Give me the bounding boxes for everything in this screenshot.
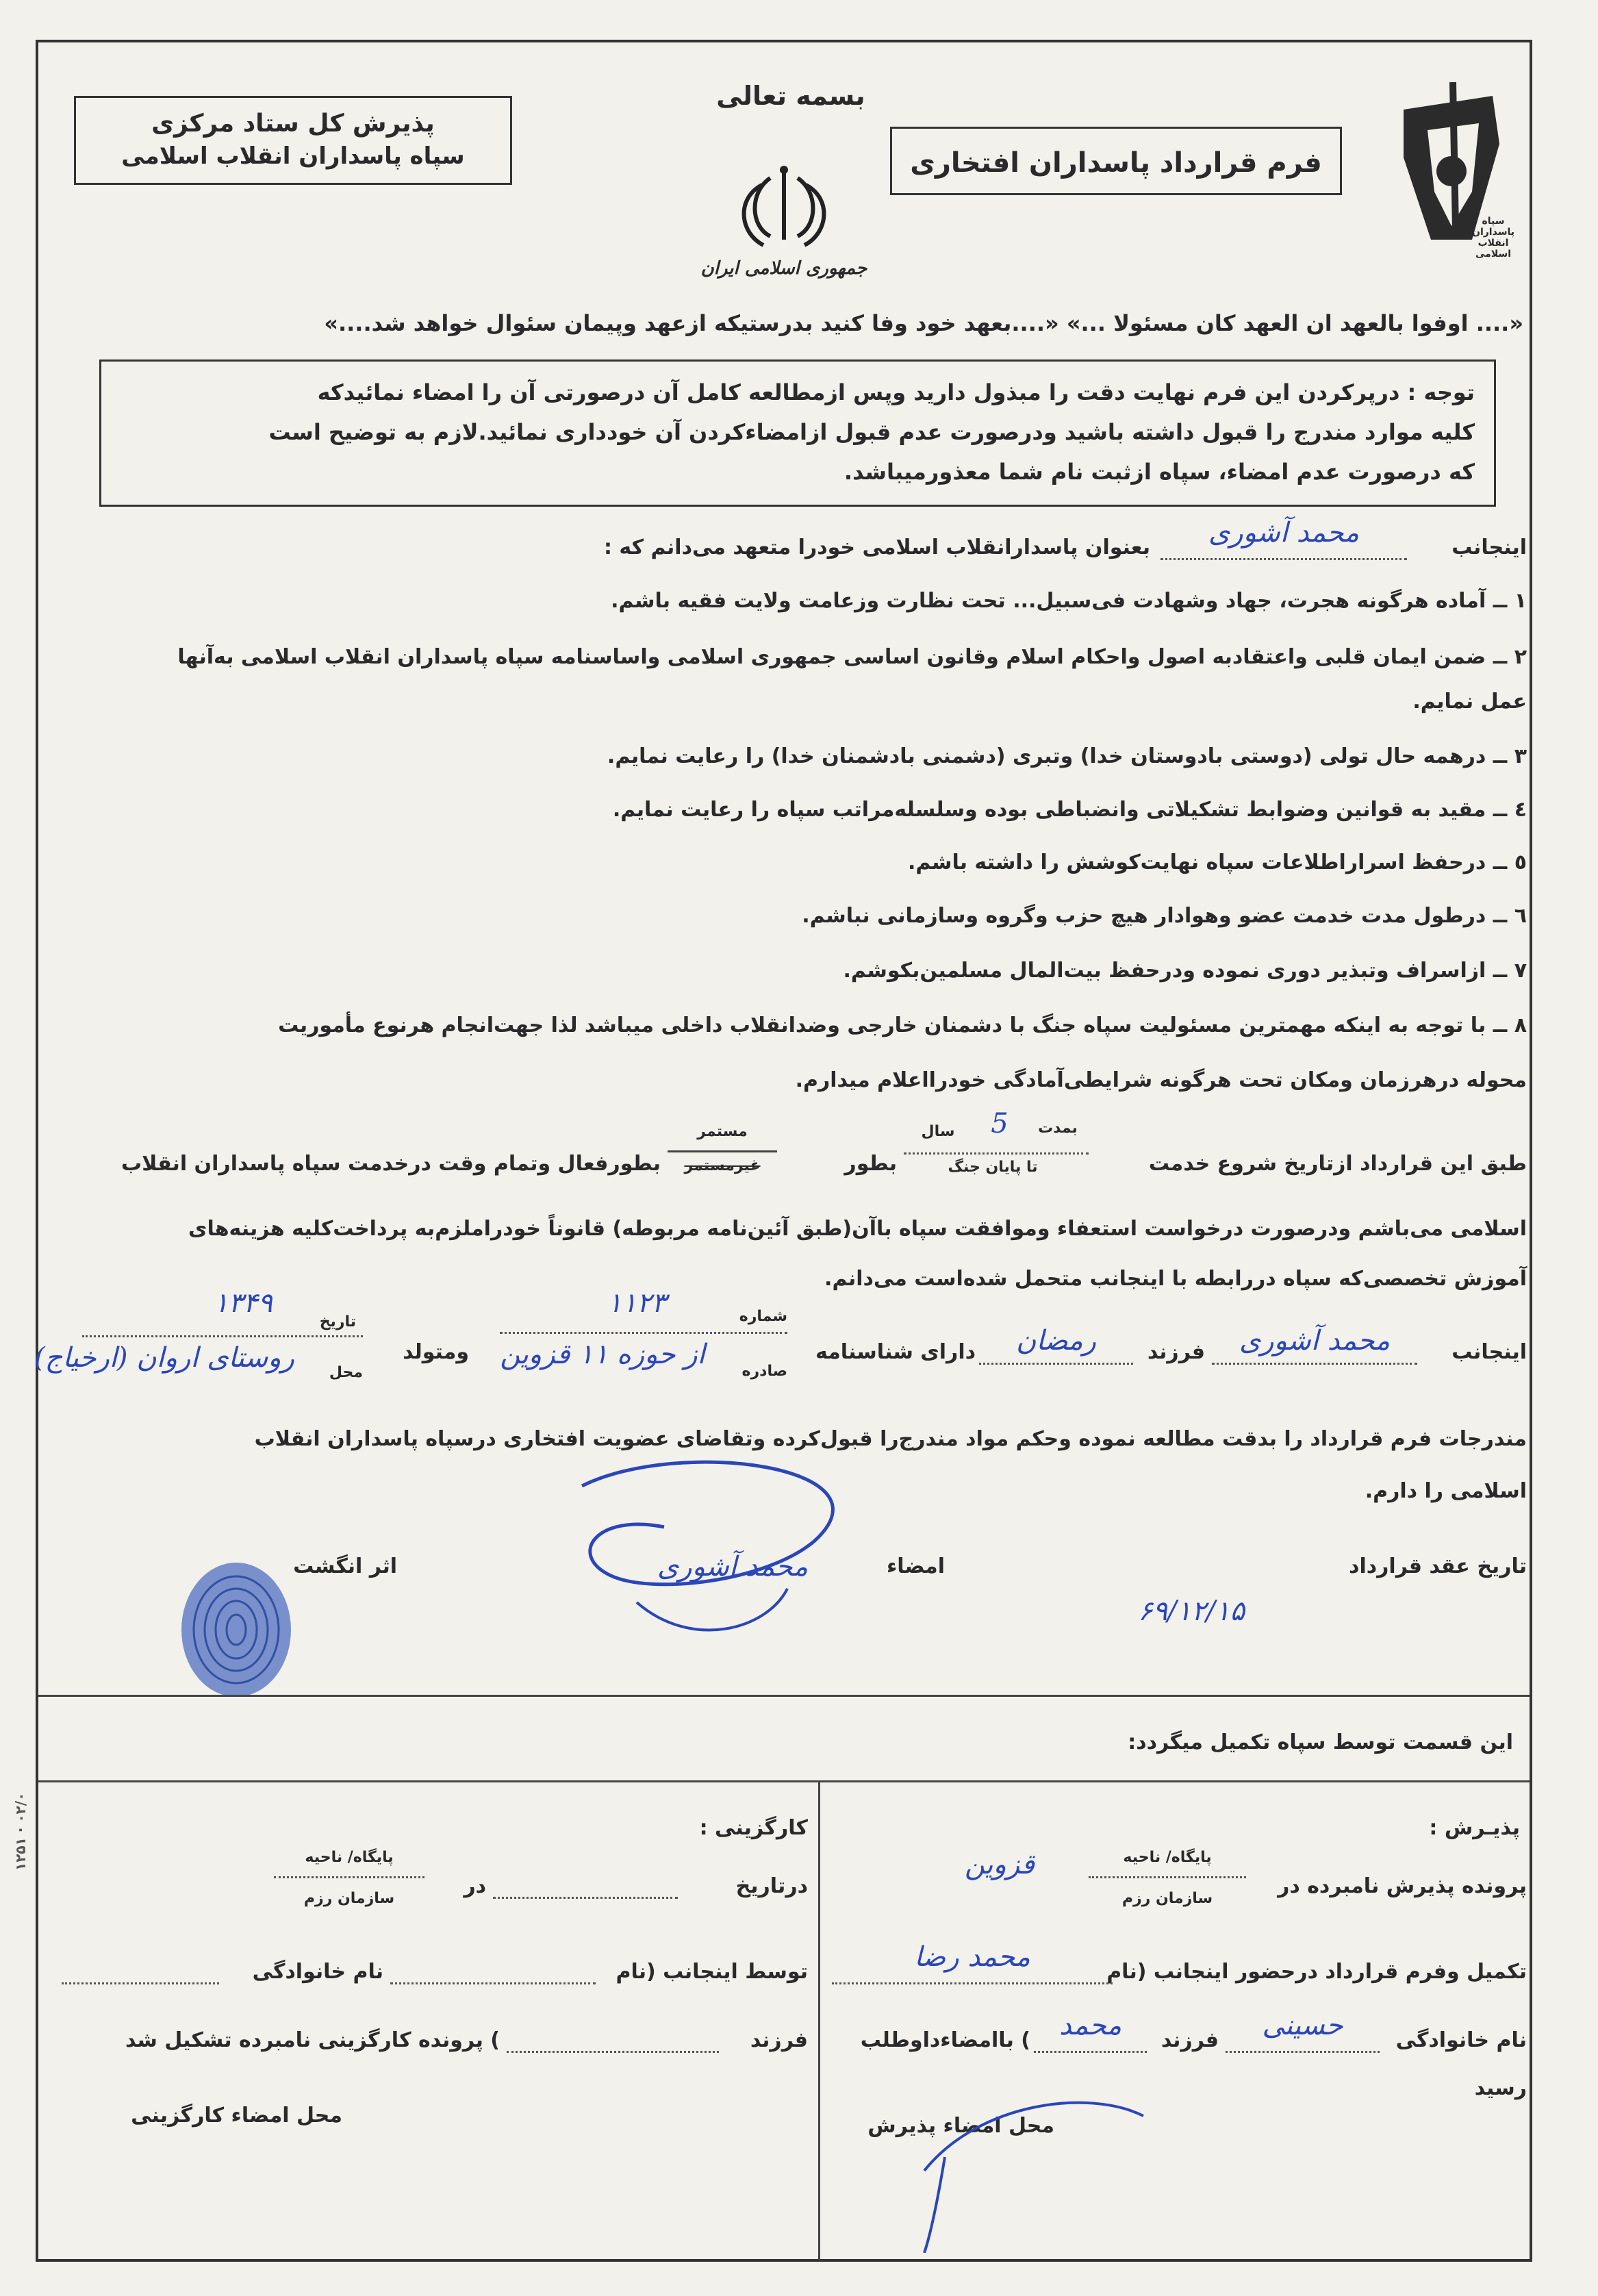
reception-heading: پذیـرش : <box>1429 1816 1520 1840</box>
reception-org-label: سازمان رزم <box>1121 1890 1213 1907</box>
issued-label: صادره <box>741 1363 787 1380</box>
pledge-item-6: ٦ ــ درطول مدت خدمت عضو وهوادار هیچ حزب وگروه وسازمانی نباشم. <box>802 904 1527 928</box>
contract-line2: اسلامی می‌باشم ودرصورت درخواست استعفاء وموافقت سپاه باآن(طبق آئین‌نامه مربوطه) قانوناً خودراملزم‌به پرداخت‌کلیه هزینه‌های <box>188 1217 1527 1241</box>
duration-label-bottom: تا پایان جنگ <box>948 1159 1038 1176</box>
form-title-box <box>890 127 1342 195</box>
pledge-item-1: ۱ ــ آماده هرگونه هجرت، جهاد وشهادت فی‌سبیل‌... تحت نظارت وزعامت ولایت فقیه باشم. <box>611 589 1527 613</box>
contract-line1-c: بطورفعال وتمام وقت درخدمت سپاه پاسداران انقلاب <box>121 1152 661 1176</box>
pledge-item-5: ٥ ــ درحفظ اسراراطلاعات سپاه نهایت‌کوشش را داشته باشم. <box>908 850 1527 874</box>
recruitment-father-line <box>507 2051 719 2053</box>
recruitment-line2-b: نام خانوادگی <box>252 1960 383 1984</box>
officer-father[interactable]: محمد <box>1058 2010 1122 2041</box>
notice-box <box>99 359 1496 507</box>
recruitment-sign-place: محل امضاء کارگزینی <box>131 2104 342 2128</box>
notice-line-3: که درصورت عدم امضاء، سپاه ازثبت نام شما معذورمیباشد. <box>844 459 1475 485</box>
id-number[interactable]: ۱۱۲۳ <box>607 1287 666 1319</box>
reception-sign-place: محل امضاء پذیرش <box>867 2114 1054 2138</box>
recruitment-family-line <box>62 1982 219 1984</box>
identity-line2: مندرجات فرم قرارداد را بدقت مطالعه نموده وحکم مواد مندرج‌را قبول‌کرده وتقاضای عضویت افتخاری درسپاه پاسداران انقلاب <box>254 1427 1527 1451</box>
recruitment-line2-a: توسط اینجانب (نام <box>616 1960 808 1984</box>
reception-line3-c: ) باامضاءداوطلب <box>860 2028 1030 2052</box>
officer-name[interactable]: محمد رضا <box>914 1941 1030 1973</box>
child-of-label: فرزند <box>1147 1340 1205 1364</box>
type-divider <box>668 1150 777 1152</box>
fingerprint <box>171 1558 301 1702</box>
father-line <box>979 1363 1133 1365</box>
pledge-item-2-cont: عمل نمایم. <box>1412 690 1527 714</box>
identity-name-line <box>1212 1363 1417 1365</box>
quran-quote: «.... اوفوا بالعهد ان العهد کان مسئولا ...» «....بعهد خود وفا کنید بدرستیکه ازعهد وپیمان سئوال خواهد شد....» <box>324 310 1523 336</box>
irgc-logo <box>1390 68 1513 260</box>
bismillah: بسمه تعالی <box>716 81 865 111</box>
number-label: شماره <box>739 1308 787 1325</box>
signature-value[interactable]: محمد آشوری <box>657 1551 808 1582</box>
emblem-caption: جمهوری اسلامی ایران <box>700 258 867 279</box>
pledge-intro-prefix: اینجانب <box>1451 535 1527 559</box>
pledge-name-line <box>1161 558 1407 560</box>
left-box-line2: سپاه پاسداران انقلاب اسلامی <box>121 142 465 170</box>
id-label: دارای شناسنامه <box>815 1340 976 1364</box>
type-bottom: غیرمستمر <box>684 1157 761 1174</box>
recruitment-line1-a: درتاریخ <box>735 1874 808 1898</box>
contract-line1-b: بطور <box>844 1152 897 1176</box>
recruitment-org-label: سازمان رزم <box>303 1890 395 1907</box>
identity-name[interactable]: محمد آشوری <box>1239 1325 1390 1357</box>
left-header-box <box>74 96 512 185</box>
recruitment-line1-b: در <box>464 1874 486 1898</box>
duration-label-top: بمدت <box>1038 1120 1078 1137</box>
office-divider-vertical <box>818 1780 820 2260</box>
duration-divider <box>904 1152 1089 1155</box>
reception-line4: رسید <box>1474 2076 1527 2100</box>
office-note: این قسمت توسط سپاه تکمیل میگردد: <box>1128 1730 1513 1754</box>
contract-date-value[interactable]: ۶۹/۱۲/۱۵ <box>1138 1595 1245 1627</box>
reception-base-label: پایگاه/ ناحیه <box>1123 1849 1212 1866</box>
fingerprint-label: اثر انگشت <box>293 1554 397 1578</box>
recruitment-name-line <box>390 1982 596 1984</box>
reception-line3-b: فرزند <box>1161 2028 1219 2052</box>
recruitment-base-line <box>274 1876 424 1878</box>
recruitment-date-line <box>493 1897 678 1899</box>
officer-family[interactable]: حسینی <box>1262 2010 1343 2041</box>
reception-line2: تکمیل وفرم قرارداد درحضور اینجانب (نام <box>1106 1960 1527 1984</box>
birth-place[interactable]: روستای اروان (ارخیاج) <box>34 1342 294 1374</box>
reception-signature <box>883 2047 1157 2253</box>
notice-line-1: توجه : درپرکردن این فرم نهایت دقت را مبذول دارید وپس ازمطالعه کامل آن درصورتی آن را امضاء نمائیدکه <box>317 379 1475 405</box>
officer-name-line <box>832 1982 1113 1984</box>
recruitment-line3-a: فرزند <box>750 2028 808 2052</box>
iran-emblem <box>722 157 846 253</box>
place-label: محل <box>329 1364 363 1381</box>
recruitment-line3-b: ) پرونده کارگزینی نامبرده تشکیل شد <box>125 2028 500 2052</box>
number-line <box>500 1332 787 1334</box>
logo-text: سپاه پاسداران انقلاب اسلامی <box>1472 216 1514 260</box>
reception-base-line <box>1089 1876 1246 1878</box>
pledge-intro-suffix: بعنوان پاسدارانقلاب اسلامی خودرا متعهد می‌دانم که : <box>603 535 1150 559</box>
issued-value[interactable]: از حوزه ۱۱ قزوین <box>500 1339 705 1370</box>
pledge-item-8-cont: محوله درهرزمان ومکان تحت هرگونه شرایطی‌آمادگی خودرااعلام میدارم. <box>795 1068 1527 1092</box>
father-name[interactable]: رمضان <box>1016 1325 1096 1357</box>
pledge-item-4: ٤ ــ مقید به قوانین وضوابط تشکیلاتی وانضباطی بوده وسلسله‌مراتب سپاه را رعایت نمایم. <box>612 798 1527 822</box>
recruitment-base-label: پایگاه/ ناحیه <box>305 1849 394 1866</box>
pledge-item-3: ۳ ــ درهمه حال تولی (دوستی بادوستان خدا) وتبری (دشمنی بادشمنان خدا) را رعایت نمایم. <box>607 744 1527 768</box>
identity-prefix: اینجانب <box>1451 1340 1527 1364</box>
born-label: ومتولد <box>403 1340 469 1364</box>
margin-code: ۱۲۵۱ · ۰۲/۰ <box>12 1792 29 1871</box>
reception-signature-icon <box>883 2047 1157 2253</box>
reception-line1: پرونده پذیرش نامبرده در <box>1278 1874 1527 1898</box>
pledge-item-8: ۸ ــ با توجه به اینکه مهمترین مسئولیت سپاه جنگ با دشمنان خارجی وضدانقلاب داخلی میباشد لذا جهت‌انجام هرنوع مأموریت <box>278 1013 1527 1037</box>
duration-value[interactable]: 5 <box>991 1108 1009 1139</box>
contract-line3: آموزش تخصصی‌که سپاه دررابطه با اینجانب متحمل شده‌است می‌دانم. <box>824 1267 1527 1291</box>
recruitment-heading: کارگزینی : <box>699 1816 808 1840</box>
left-box-line1: پذیرش کل ستاد مرکزی <box>151 110 435 138</box>
date-label: تاریخ <box>319 1313 356 1330</box>
fingerprint-icon <box>171 1558 301 1702</box>
pledge-item-7: ۷ ــ ازاسراف وتبذیر دوری نموده ودرحفظ بیت‌المال مسلمین‌بکوشم. <box>843 959 1527 983</box>
identity-line3: اسلامی را دارم. <box>1365 1479 1527 1503</box>
birth-year[interactable]: ۱۳۴۹ <box>214 1287 272 1319</box>
pledge-item-2: ۲ ــ ضمن ایمان قلبی واعتقادبه اصول واحکام اسلام وقانون اساسی جمهوری اسلامی واساسنامه سپاه پاسداران انقلاب اسلامی به‌آنها <box>177 645 1527 669</box>
office-divider-bottom <box>38 1780 1530 1782</box>
contract-line1-a: طبق این قرارداد ازتاریخ شروع خدمت <box>1148 1152 1527 1176</box>
notice-line-2: کلیه موارد مندرج را قبول داشته باشید ودرصورت عدم قبول ازامضاءکردن آن خودداری نمائید.لازم به توضیح است <box>268 419 1475 445</box>
duration-unit: سال <box>921 1123 955 1140</box>
contract-date-label: تاریخ عقد قرارداد <box>1349 1554 1527 1578</box>
emblem-icon <box>722 157 846 253</box>
birth-line <box>82 1335 363 1337</box>
reception-base-value[interactable]: قزوین <box>964 1849 1035 1880</box>
office-divider-top <box>38 1695 1530 1697</box>
signature-label: امضاء <box>886 1554 945 1578</box>
pledge-name-handwritten[interactable]: محمد آشوری <box>1208 517 1359 548</box>
type-top: مستمر <box>697 1123 748 1140</box>
officer-family-line <box>1226 2051 1380 2053</box>
reception-line3-a: نام خانوادگی <box>1395 2028 1527 2052</box>
form-title: فرم قرارداد پاسداران افتخاری <box>910 147 1322 179</box>
